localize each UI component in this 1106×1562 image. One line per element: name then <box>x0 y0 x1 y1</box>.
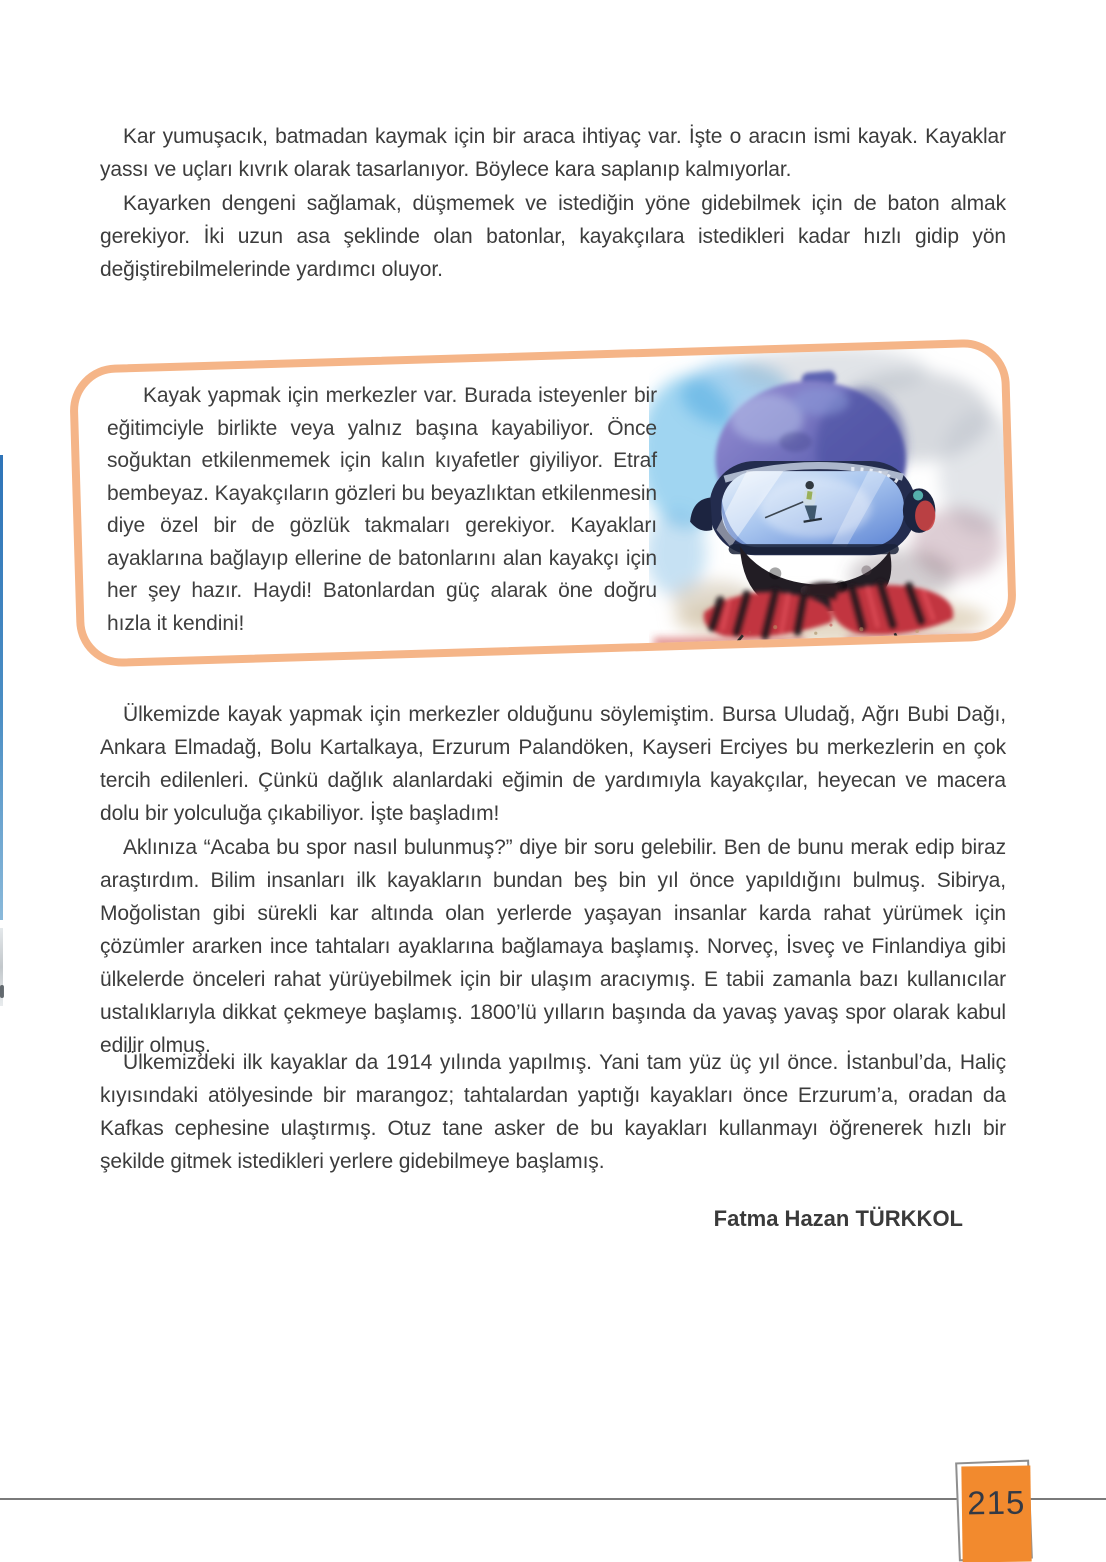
quote-box-art <box>649 345 1013 649</box>
author-credit: Fatma Hazan TÜRKKOL <box>713 1206 963 1231</box>
page-edge-strip <box>0 455 3 920</box>
page-number-badge <box>961 1466 1031 1562</box>
footer-rule <box>0 1498 1106 1500</box>
quote-box-text: Kayak yapmak için merkezler var. Burada isteyenler bir eğitimciyle birlikte veya yalnız başına kayabiliyor. Önce soğuktan etkilenmemek için kalın kıyafetler giyiliyor. Etraf bembeyaz. Kayakçıların gözleri bu beyazlıktan etkilenmesin diye özel bir de gözlük takmaları gerekiyor. Kayakları ayaklarına bağlayıp ellerine de batonlarını alan kayakçı için her şey hazır. Haydi! Batonlardan güç alarak öne doğru hızla it kendini! <box>107 384 657 635</box>
body-paragraph-4: Aklınıza “Acaba bu spor nasıl bulunmuş?” diye bir soru gelebilir. Ben de bunu merak edip biraz araştırdım. Bilim insanları ilk kayakların bundan beş bin yıl önce yapıldığını bulmuş. Sibirya, Moğolistan gibi sürekli kar altında olan yerlerde yaşayan insanlar karda rahat yürümek için çözümler ararken ince tahtaları ayaklarına bağlamaya başlamış. Norveç, İsveç ve Finlandiya gibi ülkelerde önceleri rahat yürüyebilmek için bir ulaşım aracıymış. E tabii zamanla bazı kullanıcılar ustalıklarıyla dikkat çekmeye başlamış. 1800’lü yılların başında da yavaş yavaş spor olarak kabul edilir olmuş. <box>100 836 1006 1057</box>
page-edge-dot <box>0 985 4 998</box>
body-paragraph-1: Kar yumuşacık, batmadan kaymak için bir araca ihtiyaç var. İşte o aracın ismi kayak. Kayaklar yassı ve uçları kıvrık olarak tasarlanıyor. Böylece kara saplanıp kalmıyorlar. <box>100 125 1006 181</box>
page-number: 215 <box>967 1483 1026 1522</box>
body-paragraph-5: Ülkemizdeki ilk kayaklar da 1914 yılında yapılmış. Yani tam yüz üç yıl önce. İstanbul’da, Haliç kıyısındaki atölyesinde bir marangoz; tahtalardan yaptığı kayakları önce Erzurum’a, oradan da Kafkas cephesine ulaştırmış. Otuz tane asker de bu kayakları kullanmayı öğrenerek hızlı bir şekilde gitmek istedikleri yerlere gidebilmeye başlamış. <box>100 1051 1006 1173</box>
ski-helmet-goggles-illustration <box>649 345 1013 649</box>
body-paragraph-3: Ülkemizde kayak yapmak için merkezler olduğunu söylemiştim. Bursa Uludağ, Ağrı Bubi Dağı, Ankara Elmadağ, Bolu Kartalkaya, Erzurum Palandöken, Kayseri Erciyes bu merkezlerin en çok tercih edilenleri. Çünkü dağlık alanlardaki eğimin de yardımıyla kayakçılar, heyecan ve macera dolu bir yolculuğa çıkabiliyor. İşte başladım! <box>100 703 1006 825</box>
body-paragraph-2: Kayarken dengeni sağlamak, düşmemek ve istediğin yöne gidebilmek için de baton almak gerekiyor. İki uzun asa şeklinde olan batonlar, kayakçılara istedikleri kadar hızlı gidip yön değiştirebilmelerinde yardımcı oluyor. <box>100 192 1006 281</box>
